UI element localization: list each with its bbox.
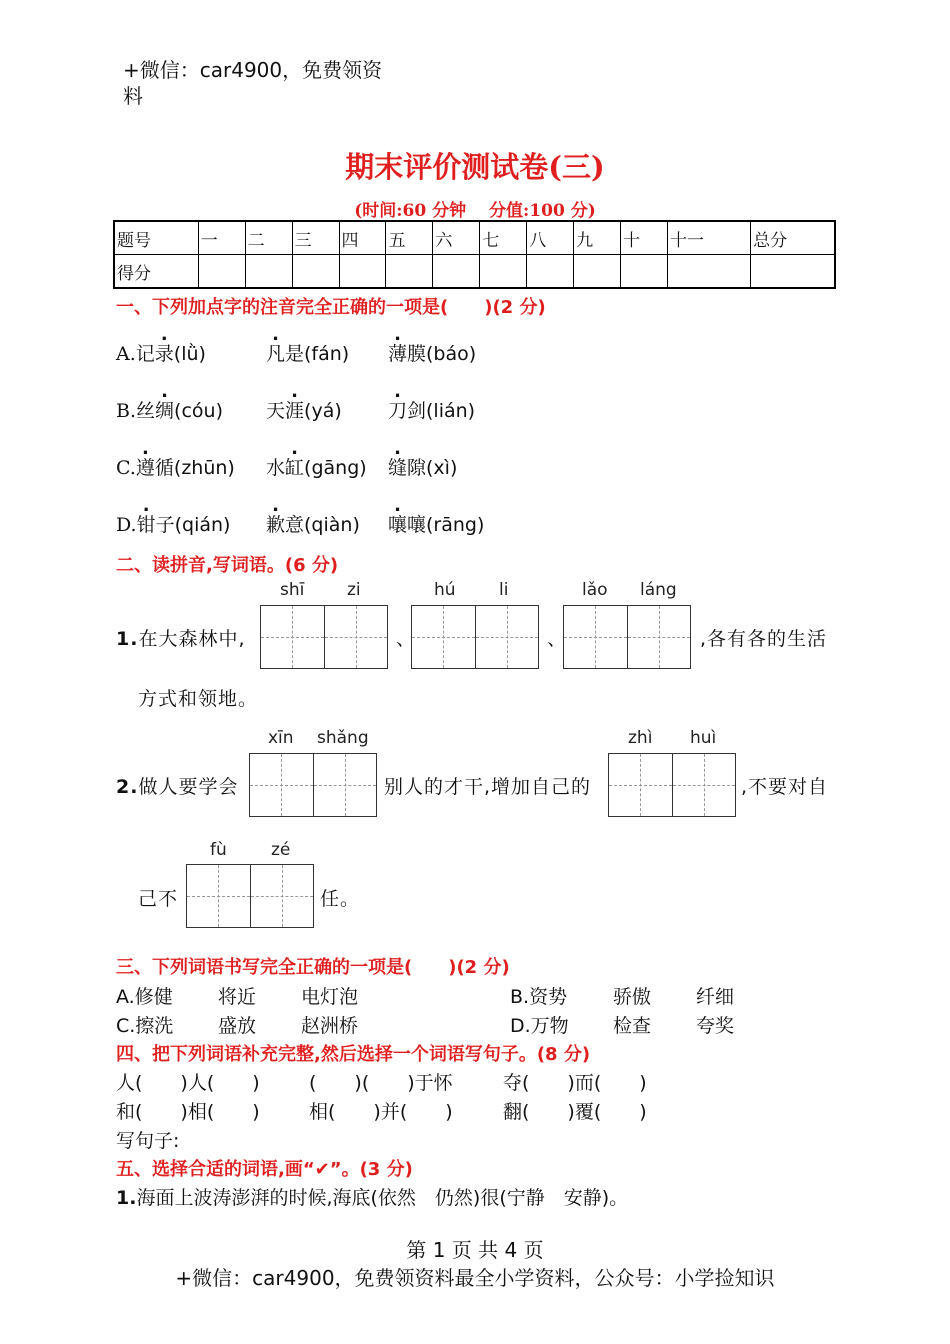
s1-word-pinyin: 意(qiàn) [285, 514, 360, 536]
pinyin-ze: zé [271, 840, 291, 860]
score-cell: 七 [480, 221, 527, 255]
q2-lead-text: 做人要学会 [138, 776, 239, 798]
s1-word-pinyin: 隙(xì) [407, 457, 458, 479]
answer-grid-fuze[interactable] [186, 864, 314, 928]
q1-lead-text: 在大森林中, [138, 628, 246, 650]
s3-option-d: D.万物 [510, 1015, 569, 1037]
pinyin-zi: zi [347, 580, 361, 600]
s1-option-b-item [388, 396, 475, 423]
s1-dotted-char: 缝 [388, 457, 408, 479]
s4-item-6: 翻( )覆( ) [503, 1101, 647, 1123]
s1-word-pinyin: 是(fán) [285, 343, 350, 365]
s1-word-plain: 记 [135, 343, 155, 365]
s1-word-plain: 天 [266, 400, 286, 422]
score-input-cell[interactable] [198, 255, 245, 289]
score-input-cell[interactable] [339, 255, 386, 289]
score-input-cell[interactable] [574, 255, 621, 289]
page-title: 期末评价测试卷(三) [345, 150, 605, 184]
s1-dotted-char: 涯 [285, 400, 305, 422]
score-input-cell[interactable] [527, 255, 574, 289]
pinyin-xin: xīn [268, 728, 294, 748]
score-input-cell[interactable] [433, 255, 480, 289]
s1-word-pinyin: 循(zhūn) [154, 457, 235, 479]
s1-option-a-item [388, 339, 476, 366]
score-cell: 总分 [751, 221, 835, 255]
pinyin-hu: hú [434, 580, 456, 600]
s1-option-d-item [266, 510, 360, 537]
s4-item-3: 夺( )而( ) [503, 1072, 647, 1094]
s1-word-plain: 水 [266, 457, 286, 479]
pinyin-fu: fù [210, 840, 227, 860]
s1-option-letter: B. [116, 400, 137, 422]
s1-word-pinyin: 嚷(rāng) [407, 514, 485, 536]
s1-option-c-item [388, 453, 457, 480]
q2-middle: 别人的才干,增加自己的 [384, 776, 592, 798]
s1-dotted-char: 歉 [266, 514, 286, 536]
score-cell: 四 [339, 221, 386, 255]
q2-cont-tail: 任。 [320, 888, 361, 910]
pinyin-hui: huì [690, 728, 717, 748]
s1-word-pinyin: (cóu) [174, 400, 223, 422]
score-input-cell[interactable] [621, 255, 668, 289]
score-cell: 十 [621, 221, 668, 255]
score-cell: 十一 [667, 221, 750, 255]
s5-question-1 [116, 1183, 628, 1210]
s1-option-a-item [266, 339, 349, 366]
s1-dotted-char: 缸 [285, 457, 305, 479]
q1-tail: ,各有各的生活 [700, 628, 828, 650]
s1-dotted-char: 嚷 [388, 514, 408, 536]
q1-lead [116, 624, 246, 651]
s3-option-a-word3: 电灯泡 [301, 986, 359, 1008]
score-table-header-row [114, 221, 835, 255]
s1-word-pinyin: 剑(lián) [407, 400, 476, 422]
pinyin-li: li [499, 580, 509, 600]
s1-word-pinyin: (yá) [304, 400, 342, 422]
s1-word-plain: 丝 [136, 400, 156, 422]
s3-option-b: B.资势 [510, 986, 568, 1008]
page-subtitle: (时间:60 分钟 分值:100 分) [354, 201, 596, 221]
watermark-bottom: +微信：car4900，免费领资料最全小学资料，公众号：小学捡知识 [175, 1266, 775, 1290]
s3-option-c-word3: 赵洲桥 [301, 1015, 359, 1037]
score-input-cell[interactable] [667, 255, 750, 289]
s1-option-d-item [116, 510, 230, 537]
answer-grid-huli[interactable] [411, 605, 539, 669]
s4-item-4: 和( )相( ) [116, 1101, 260, 1123]
watermark-line1: +微信：car4900，免费领资 [123, 58, 383, 82]
score-cell: 九 [574, 221, 621, 255]
s5-q1-text: 海面上波涛澎湃的时候,海底(依然 仍然)很(宁静 安静)。 [136, 1187, 629, 1209]
s1-option-c-item [116, 453, 235, 480]
score-input-cell[interactable] [386, 255, 433, 289]
section5-heading: 五、选择合适的词语,画“✔”。(3 分) [116, 1159, 413, 1180]
q2-number: 2. [116, 776, 139, 798]
page-number: 第 1 页 共 4 页 [406, 1238, 544, 1262]
s3-option-b-word3: 纤细 [696, 986, 735, 1008]
section1-heading: 一、下列加点字的注音完全正确的一项是( )(2 分) [116, 297, 546, 318]
s1-word-pinyin: (gāng) [304, 457, 367, 479]
score-cell: 五 [386, 221, 433, 255]
s1-option-letter: C. [116, 457, 136, 479]
s3-option-c: C.擦洗 [116, 1015, 174, 1037]
s1-option-letter: D. [116, 514, 137, 536]
score-table [113, 220, 836, 289]
answer-grid-zhihui[interactable] [608, 753, 736, 817]
answer-grid-shizi[interactable] [260, 605, 388, 669]
s1-option-b-item [116, 396, 223, 423]
answer-grid-xinshang[interactable] [249, 753, 377, 817]
s1-dotted-char: 刀 [388, 400, 408, 422]
q2-cont-lead: 己不 [138, 888, 179, 910]
s3-option-d-word2: 检查 [613, 1015, 652, 1037]
pinyin-lao: lǎo [582, 580, 608, 600]
score-cell: 题号 [114, 221, 198, 255]
q2-tail: ,不要对自 [741, 776, 829, 798]
score-input-cell[interactable] [245, 255, 292, 289]
s3-option-b-word2: 骄傲 [613, 986, 652, 1008]
s1-option-c-item [266, 453, 367, 480]
s1-dotted-char: 录 [154, 343, 174, 365]
s1-option-b-item [266, 396, 342, 423]
pinyin-shi: shī [280, 580, 305, 600]
q1-separator: 、 [396, 628, 417, 650]
s3-option-d-word3: 夸奖 [696, 1015, 735, 1037]
s1-dotted-char: 遵 [135, 457, 155, 479]
score-row-label: 得分 [114, 255, 198, 289]
s1-dotted-char: 薄 [388, 343, 408, 365]
watermark-line2: 料 [123, 84, 143, 108]
score-cell: 二 [245, 221, 292, 255]
s3-option-a-word2: 将近 [218, 986, 257, 1008]
q1-number: 1. [116, 628, 139, 650]
s4-write-sentence: 写句子: [116, 1130, 180, 1152]
score-input-cell[interactable] [292, 255, 339, 289]
score-input-cell[interactable] [480, 255, 527, 289]
pinyin-lang: láng [640, 580, 677, 600]
s1-word-pinyin: (lǜ) [173, 343, 206, 365]
s1-word-pinyin: 膜(báo) [407, 343, 477, 365]
s3-option-c-word2: 盛放 [218, 1015, 257, 1037]
score-cell: 六 [433, 221, 480, 255]
s1-option-letter: A. [116, 343, 136, 365]
score-input-cell[interactable] [751, 255, 835, 289]
q1-separator: 、 [547, 628, 568, 650]
s1-word-pinyin: 子(qián) [155, 514, 231, 536]
s1-dotted-char: 钳 [136, 514, 156, 536]
pinyin-zhi: zhì [628, 728, 653, 748]
score-cell: 三 [292, 221, 339, 255]
s3-option-a: A.修健 [116, 986, 173, 1008]
q2-lead [116, 772, 238, 799]
section3-heading: 三、下列词语书写完全正确的一项是( )(2 分) [116, 957, 510, 978]
watermark-top [123, 57, 382, 109]
pinyin-shang: shǎng [317, 728, 369, 748]
s1-option-d-item [388, 510, 484, 537]
score-table-score-row [114, 255, 835, 289]
s4-item-5: 相( )并( ) [309, 1101, 453, 1123]
answer-grid-laolang[interactable] [563, 605, 691, 669]
q1-continuation: 方式和领地。 [138, 688, 259, 710]
s1-option-a-item [116, 339, 206, 366]
score-cell: 八 [527, 221, 574, 255]
s4-item-2: ( )( )于怀 [309, 1072, 453, 1094]
s1-dotted-char: 绸 [155, 400, 175, 422]
s4-item-1: 人( )人( ) [116, 1072, 260, 1094]
section4-heading: 四、把下列词语补充完整,然后选择一个词语写句子。(8 分) [116, 1044, 591, 1065]
s5-q1-number: 1. [116, 1187, 137, 1209]
section2-heading: 二、读拼音,写词语。(6 分) [116, 555, 339, 576]
s1-dotted-char: 凡 [266, 343, 286, 365]
score-cell: 一 [198, 221, 245, 255]
